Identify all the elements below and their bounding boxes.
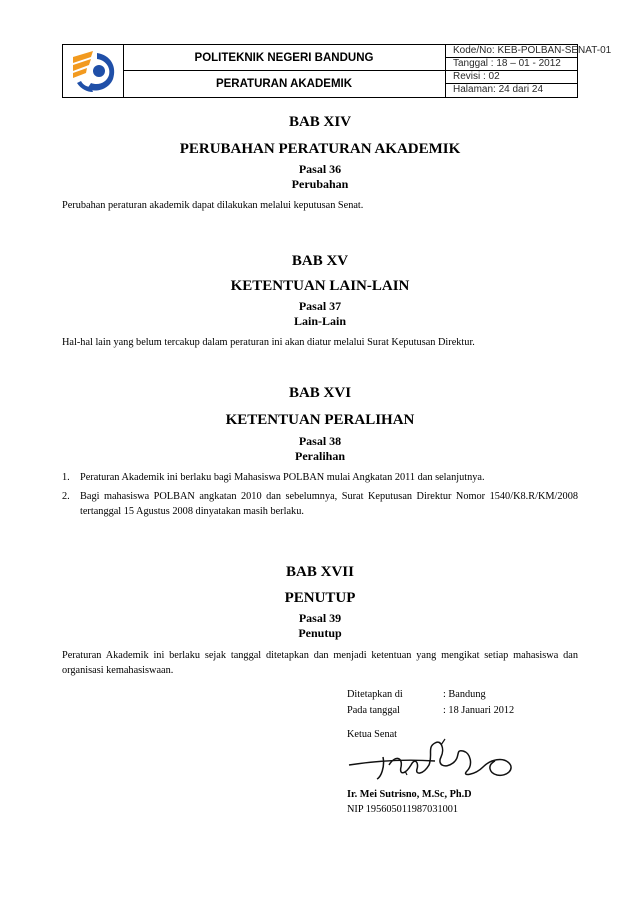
bab-heading: BAB XIV (288, 114, 352, 130)
document-revision: Revisi : 02 (445, 71, 577, 84)
pasal-title: Peralihan (295, 449, 345, 463)
bab-title: KETENTUAN PERALIHAN (225, 412, 415, 428)
pasal-text: Perubahan peraturan akademik dapat dilakukan melalui keputusan Senat. (62, 200, 364, 211)
bab-title: PERUBAHAN PERATURAN AKADEMIK (179, 141, 461, 157)
bab-heading: BAB XVII (286, 564, 354, 580)
pasal-number: Pasal 39 (298, 611, 342, 625)
polban-logo (63, 45, 124, 97)
bab-heading: BAB XV (291, 253, 349, 269)
pasal-title: Perubahan (291, 177, 349, 191)
handwritten-signature (345, 735, 525, 783)
document-code: Kode/No: KEB-POLBAN-SENAT-01 (445, 45, 577, 58)
document-title: PERATURAN AKADEMIK (215, 78, 353, 90)
signatory-name: Ir. Mei Sutrisno, M.Sc, Ph.D (347, 789, 472, 800)
signature-date: Pada tanggal : 18 Januari 2012 (347, 705, 515, 716)
bab-heading: BAB XVI (288, 385, 352, 401)
pasal-number: Pasal 37 (298, 299, 342, 313)
list-item: 1. Peraturan Akademik ini berlaku bagi Mahasiswa POLBAN mulai Angkatan 2011 dan selanjutnya. (62, 472, 485, 483)
signature-place: Ditetapkan di : Bandung (347, 689, 486, 700)
pasal-title: Penutup (298, 626, 342, 640)
pasal-number: Pasal 38 (298, 434, 342, 448)
pasal-text: Peraturan Akademik ini berlaku sejak tanggal ditetapkan dan menjadi ketentuan yang mengikat setiap mahasiswa dan organisasi kemahasiswaan. (62, 650, 578, 676)
pasal-text: Hal-hal lain yang belum tercakup dalam peraturan ini akan diatur melalui Surat Keputusan Direktur. (62, 337, 475, 348)
pasal-title: Lain-Lain (293, 314, 347, 328)
peralihan-list (62, 470, 578, 519)
signature-role: Ketua Senat (347, 729, 398, 740)
page-number: Halaman: 24 dari 24 (453, 84, 544, 95)
pasal-number: Pasal 36 (298, 162, 342, 176)
document-date: Tanggal : 18 – 01 - 2012 (445, 58, 577, 71)
bab-title: KETENTUAN LAIN-LAIN (230, 278, 410, 294)
list-item: 2. Bagi mahasiswa POLBAN angkatan 2010 dan sebelumnya, Surat Keputusan Direktur Nomor 1540/K8.R/KM/2008 tertanggal 15 Agustus 2008 dinyatakan masih berlaku. (62, 491, 578, 517)
institution-name: POLITEKNIK NEGERI BANDUNG (123, 45, 445, 71)
document-header (62, 44, 612, 98)
bab-title: PENUTUP (284, 590, 356, 606)
signatory-nip: NIP 195605011987031001 (347, 804, 459, 815)
